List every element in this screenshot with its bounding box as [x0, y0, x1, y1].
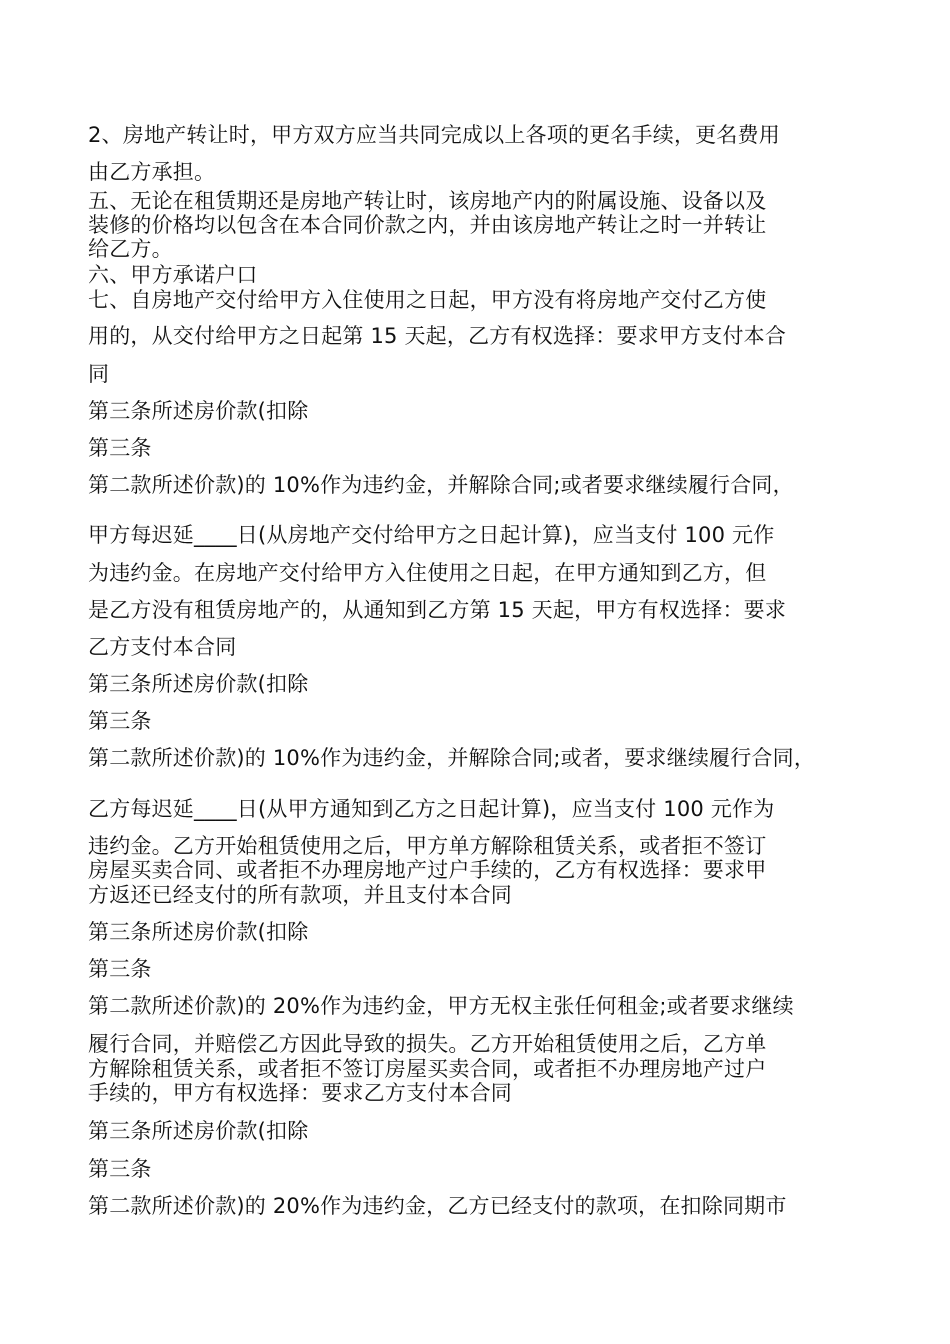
text-line: 第三条	[88, 957, 152, 981]
text-line: 第三条所述房价款(扣除	[88, 920, 309, 944]
text-line: 第二款所述价款)的 10%作为违约金，并解除合同;或者要求继续履行合同，	[88, 473, 794, 497]
text-line: 七、自房地产交付给甲方入住使用之日起，甲方没有将房地产交付乙方使	[88, 288, 767, 312]
text-line: 第三条	[88, 709, 152, 733]
text-line: 第二款所述价款)的 20%作为违约金，甲方无权主张任何租金;或者要求继续	[88, 994, 794, 1018]
text-line: 甲方每迟延____日(从房地产交付给甲方之日起计算)，应当支付 100 元作	[88, 523, 775, 547]
text-line: 乙方支付本合同	[88, 635, 237, 659]
text-line: 第三条所述房价款(扣除	[88, 399, 309, 423]
text-line: 是乙方没有租赁房地产的，从通知到乙方第 15 天起，甲方有权选择：要求	[88, 598, 787, 622]
text-line: 给乙方。	[88, 237, 173, 261]
text-line: 第三条所述房价款(扣除	[88, 1119, 309, 1143]
text-line: 六、甲方承诺户口	[88, 263, 258, 287]
text-line: 履行合同，并赔偿乙方因此导致的损失。乙方开始租赁使用之后，乙方单	[88, 1032, 767, 1056]
text-line: 同	[88, 362, 110, 386]
text-line: 第二款所述价款)的 20%作为违约金，乙方已经支付的款项，在扣除同期市	[88, 1194, 787, 1218]
text-line: 第二款所述价款)的 10%作为违约金，并解除合同;或者，要求继续履行合同，	[88, 746, 816, 770]
text-line: 第三条所述房价款(扣除	[88, 672, 309, 696]
text-line: 方返还已经支付的所有款项，并且支付本合同	[88, 883, 512, 907]
text-line: 方解除租赁关系，或者拒不签订房屋买卖合同，或者拒不办理房地产过户	[88, 1057, 767, 1081]
text-line: 第三条	[88, 1157, 152, 1181]
text-line: 违约金。乙方开始租赁使用之后，甲方单方解除租赁关系，或者拒不签订	[88, 834, 767, 858]
text-line: 第三条	[88, 436, 152, 460]
text-line: 用的，从交付给甲方之日起第 15 天起，乙方有权选择：要求甲方支付本合	[88, 324, 787, 348]
text-line: 由乙方承担。	[88, 160, 216, 184]
text-line: 乙方每迟延____日(从甲方通知到乙方之日起计算)，应当支付 100 元作为	[88, 797, 775, 821]
text-line: 2、房地产转让时，甲方双方应当共同完成以上各项的更名手续，更名费用	[88, 123, 780, 147]
text-line: 装修的价格均以包含在本合同价款之内，并由该房地产转让之时一并转让	[88, 213, 767, 237]
text-line: 为违约金。在房地产交付给甲方入住使用之日起，在甲方通知到乙方，但	[88, 561, 767, 585]
text-line: 手续的，甲方有权选择：要求乙方支付本合同	[88, 1081, 512, 1105]
text-line: 五、无论在租赁期还是房地产转让时，该房地产内的附属设施、设备以及	[88, 189, 767, 213]
text-line: 房屋买卖合同、或者拒不办理房地产过户手续的，乙方有权选择：要求甲	[88, 858, 767, 882]
